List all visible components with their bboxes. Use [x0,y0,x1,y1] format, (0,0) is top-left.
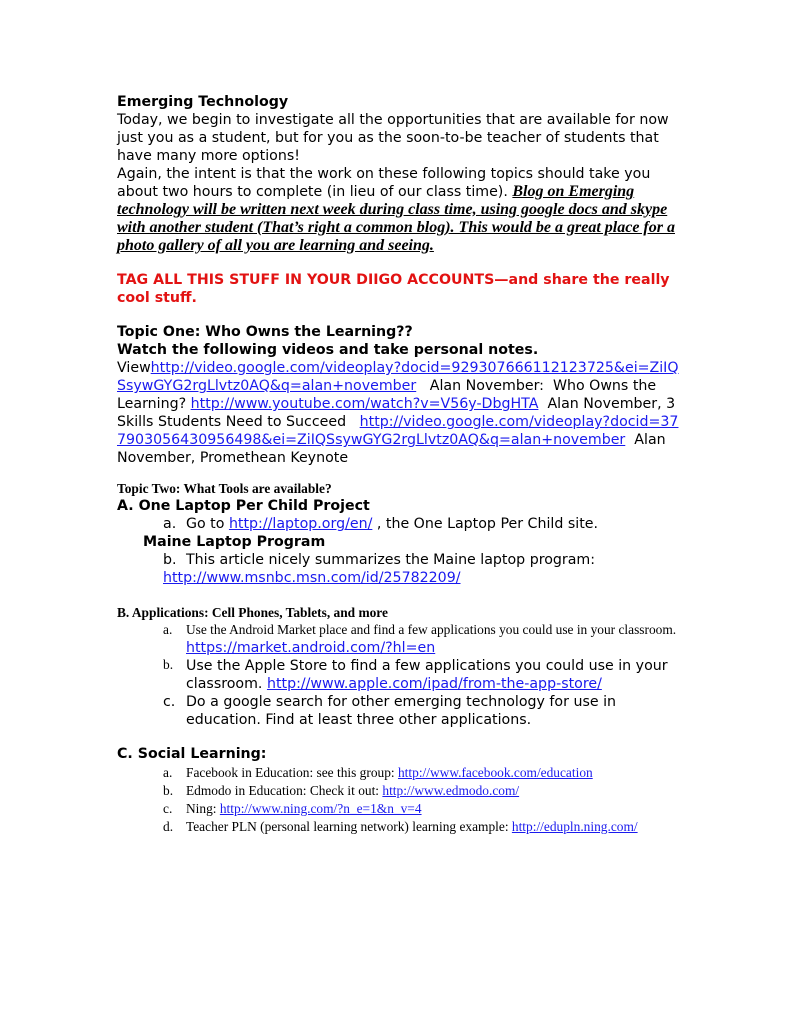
list-item: a. Facebook in Education: see this group: http://www.facebook.com/education [163,765,593,780]
topic-one [117,323,682,467]
facebook-link[interactable]: http://www.facebook.com/education [397,765,593,780]
list-marker: c. [163,801,173,816]
video-desc-2: Alan November, 3 Skills Students Need to Succeed [117,396,680,430]
section-a-heading: A. One Laptop Per Child Project [117,498,370,514]
topic-one-title: Topic One: Who Owns the Learning?? [117,324,413,340]
laptop-org-link[interactable]: http://laptop.org/en/ [228,516,373,532]
topic-two [117,481,682,835]
list-marker: a. [163,622,173,637]
list-item: a. Use the Android Market place and find a few applications you could use in your classroom. https://market.android.com/?hl=en [163,622,677,656]
video-desc-1: Alan November: Who Owns the Learning? [117,378,661,412]
ning-link[interactable]: http://www.ning.com/?n_e=1&n_v=4 [219,801,422,816]
laptop-item: a. Go to http://laptop.org/en/ , the One Laptop Per Child site. [163,516,598,532]
list-marker: b. [163,657,174,672]
view-label: View [117,360,151,376]
msnbc-link[interactable]: http://www.msnbc.msn.com/id/25782209/ [163,570,461,586]
list-marker: a. [163,765,173,780]
list-item: b. Use the Apple Store to find a few applications you could use in your classroom. http://www.apple.com/ipad/from-the-app-store/ [163,657,668,692]
intro-paragraph-2 [117,165,682,255]
maine-item: b. This article nicely summarizes the Maine laptop program: [163,552,596,568]
android-market-link[interactable]: https://market.android.com/?hl=en [186,640,436,656]
apps-list [117,621,682,729]
list-marker: d. [163,819,174,834]
blog-note: Blog on Emerging technology will be written next week during class time, using google docs and skype with another student (That’s right a common blog). This would be a great place for a photo gallery of all you are learning and seeing. [117,183,675,254]
page-heading: Emerging Technology [117,94,289,110]
video-link-who-owns[interactable]: http://video.google.com/videoplay?docid=929307666112123725&ei=ZiIQSsywGYG2rgLlvtz0AQ&q=alan+november [117,360,679,394]
social-list [117,763,682,835]
topic-two-title: Topic Two: What Tools are available? [117,481,332,496]
intro-block [117,93,682,255]
list-item: d. Teacher PLN (personal learning network) learning example: http://edupln.ning.com/ [163,819,638,834]
video-link-3-skills[interactable]: http://www.youtube.com/watch?v=V56y-DbgHTA [190,396,539,412]
intro-paragraph-1: Today, we begin to investigate all the opportunities that are available for now just you as a student, but for you as the soon-to-be teacher of students that have many more options! [117,112,669,164]
intro-text: Again, the intent is that the work on these following topics should take you about two hours to complete (in lieu of our class time). [117,166,651,200]
maine-link-row [117,569,682,587]
section-c-heading: C. Social Learning: [117,746,267,762]
edmodo-link[interactable]: http://www.edmodo.com/ [382,783,520,798]
video-desc-3: Alan November, Promethean Keynote [117,432,671,466]
section-b-heading: B. Applications: Cell Phones, Tablets, and more [117,605,388,620]
edupln-link[interactable]: http://edupln.ning.com/ [511,819,638,834]
list-marker: b. [163,783,174,798]
video-links [117,359,682,467]
list-item: c. Do a google search for other emerging technology for use in education. Find at least three other applications. [163,694,617,728]
document-page [117,93,682,835]
list-marker: c. [163,694,176,710]
list-marker: a. [163,516,177,532]
tag-notice: TAG ALL THIS STUFF IN YOUR DIIGO ACCOUNTS—and share the really cool stuff. [117,272,670,306]
topic-one-instruction: Watch the following videos and take personal notes. [117,342,539,358]
list-item: b. Edmodo in Education: Check it out: http://www.edmodo.com/ [163,783,520,798]
maine-heading: Maine Laptop Program [143,534,326,550]
video-link-promethean[interactable]: http://video.google.com/videoplay?docid=377903056430956498&ei=ZiIQSsywGYG2rgLlvtz0AQ&q=alan+november [117,414,679,448]
list-marker: b. [163,552,177,568]
apple-store-link[interactable]: http://www.apple.com/ipad/from-the-app-store/ [266,676,602,692]
list-item: c. Ning: http://www.ning.com/?n_e=1&n_v=4 [163,801,422,816]
